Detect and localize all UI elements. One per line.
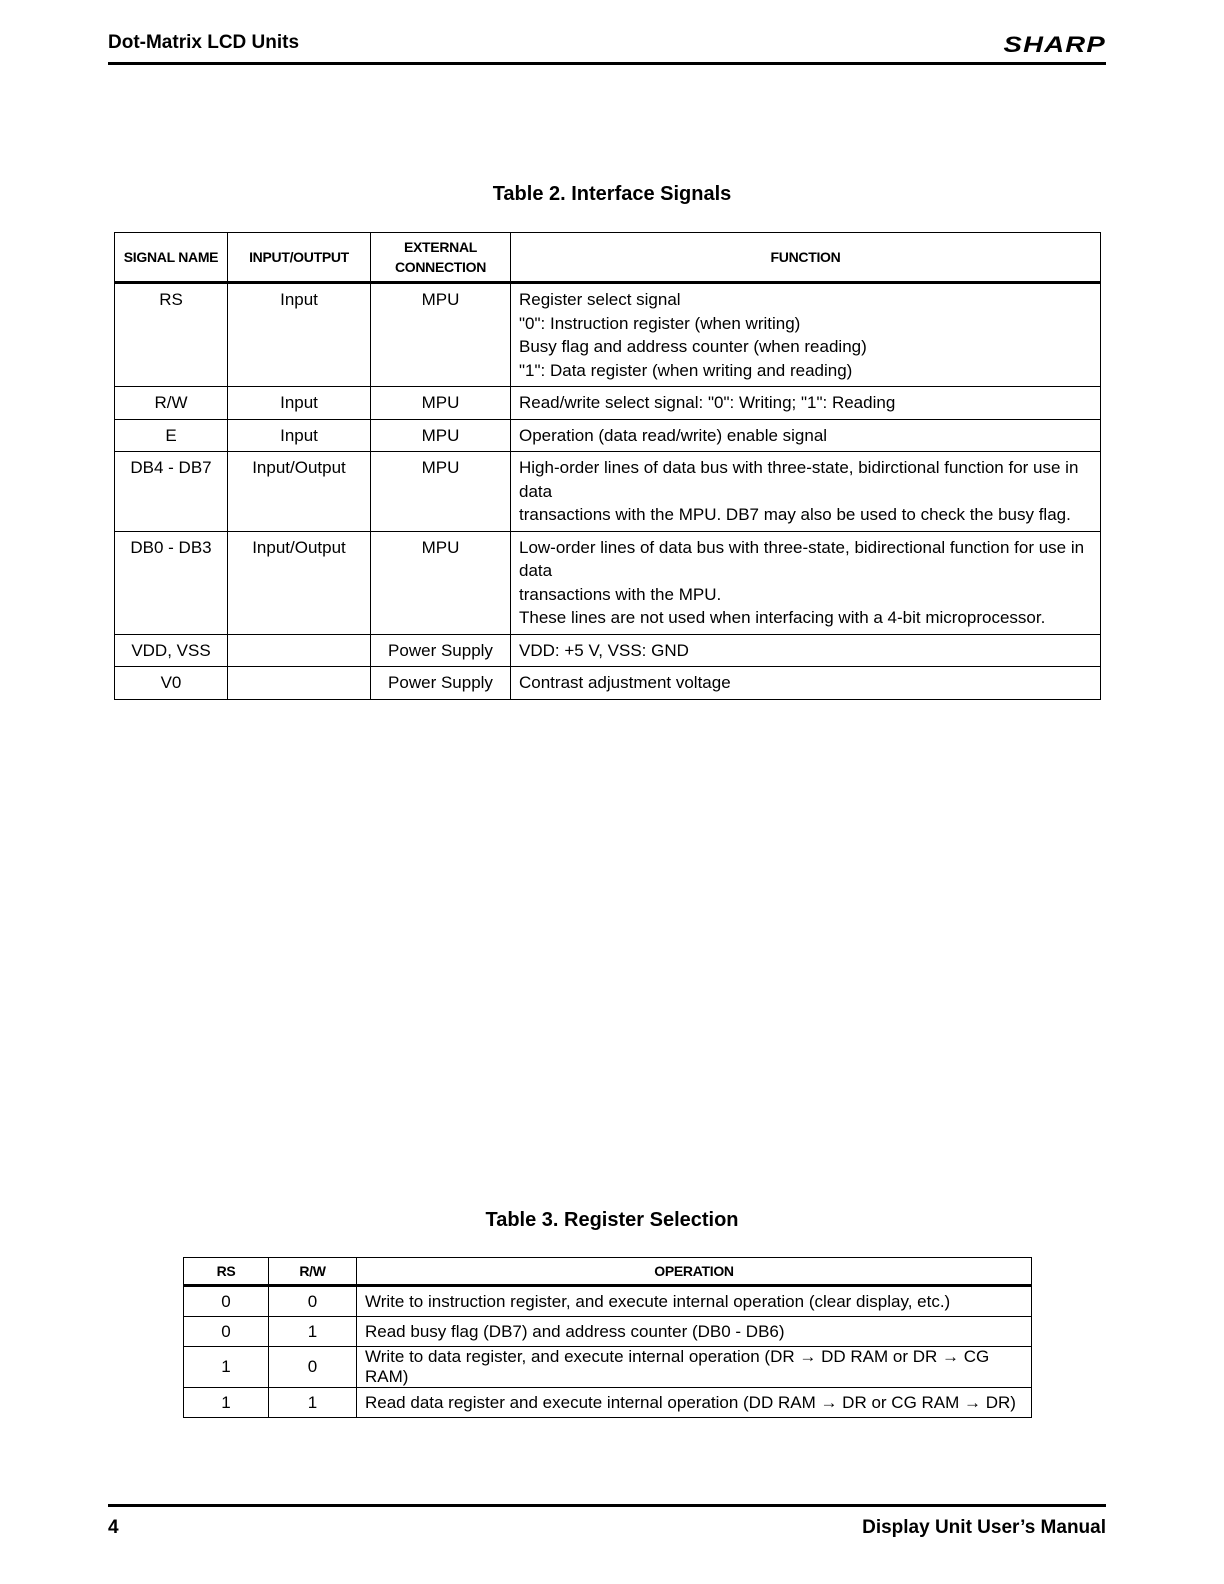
signal-name: V0 [115, 667, 228, 700]
table-row [115, 283, 1101, 387]
signal-name: DB0 - DB3 [115, 531, 228, 634]
col-header-input-output: INPUT/OUTPUT [228, 233, 371, 283]
manual-title: Display Unit User’s Manual [862, 1517, 1106, 1538]
operation: Read data register and execute internal operation (DD RAM → DR or CG RAM → DR) [357, 1388, 1032, 1418]
operation: Write to instruction register, and execute internal operation (clear display, etc.) [357, 1286, 1032, 1317]
rs-value: 0 [184, 1317, 269, 1347]
rs-value: 1 [184, 1388, 269, 1418]
table2-caption: Table 2. Interface Signals [492, 183, 732, 205]
signal-name: RS [115, 283, 228, 387]
external-connection: MPU [371, 531, 511, 634]
external-connection: Power Supply [371, 667, 511, 700]
header-title: Dot-Matrix LCD Units [108, 32, 300, 53]
table-row [115, 667, 1101, 700]
signal-name: R/W [115, 387, 228, 420]
col-header-rs: RS [184, 1258, 269, 1286]
signal-name: VDD, VSS [115, 634, 228, 667]
external-connection: MPU [371, 283, 511, 387]
table-row [184, 1388, 1032, 1418]
table-row [115, 634, 1101, 667]
function-description: Low-order lines of data bus with three-state, bidirectional function for use in data transactions with the MPU. These lines are not used when interfacing with a 4-bit microprocessor. [511, 531, 1101, 634]
function-description: High-order lines of data bus with three-state, bidirctional function for use in data transactions with the MPU. DB7 may also be used to check the busy flag. [511, 452, 1101, 532]
io-type: Input [228, 283, 371, 387]
rw-value: 1 [269, 1388, 357, 1418]
rs-value: 1 [184, 1347, 269, 1388]
col-header-operation: OPERATION [357, 1258, 1032, 1286]
external-connection: MPU [371, 452, 511, 532]
io-type [228, 667, 371, 700]
signal-name: DB4 - DB7 [115, 452, 228, 532]
io-type: Input/Output [228, 531, 371, 634]
col-header-rw: R/W [269, 1258, 357, 1286]
col-header-external-connection: EXTERNAL CONNECTION [371, 233, 511, 283]
table-row [184, 1317, 1032, 1347]
external-connection: MPU [371, 419, 511, 452]
table-row [115, 419, 1101, 452]
io-type: Input [228, 387, 371, 420]
table-row [115, 531, 1101, 634]
table-row [184, 1286, 1032, 1317]
operation: Read busy flag (DB7) and address counter (DB0 - DB6) [357, 1317, 1032, 1347]
external-connection: MPU [371, 387, 511, 420]
page-footer [108, 1504, 1106, 1547]
sharp-logo: SHARP [1003, 32, 1106, 57]
signal-name: E [115, 419, 228, 452]
page-number: 4 [108, 1517, 119, 1538]
operation: Write to data register, and execute internal operation (DR → DD RAM or DR → CG RAM) [357, 1347, 1032, 1388]
function-description: Read/write select signal: "0": Writing; "1": Reading [511, 387, 1101, 420]
register-selection-table [183, 1257, 1032, 1418]
io-type: Input [228, 419, 371, 452]
io-type: Input/Output [228, 452, 371, 532]
rw-value: 0 [269, 1286, 357, 1317]
rw-value: 0 [269, 1347, 357, 1388]
io-type [228, 634, 371, 667]
table-row [115, 387, 1101, 420]
external-connection: Power Supply [371, 634, 511, 667]
function-description: Contrast adjustment voltage [511, 667, 1101, 700]
table3-caption: Table 3. Register Selection [485, 1209, 739, 1231]
page-header [108, 28, 1106, 65]
col-header-signal-name: SIGNAL NAME [115, 233, 228, 283]
interface-signals-table [114, 232, 1101, 700]
table-row [115, 452, 1101, 532]
table-row [184, 1347, 1032, 1388]
rs-value: 0 [184, 1286, 269, 1317]
function-description: Register select signal "0": Instruction register (when writing) Busy flag and address counter (when reading) "1": Data register (when writing and reading) [511, 283, 1101, 387]
function-description: Operation (data read/write) enable signal [511, 419, 1101, 452]
col-header-function: FUNCTION [511, 233, 1101, 283]
rw-value: 1 [269, 1317, 357, 1347]
function-description: VDD: +5 V, VSS: GND [511, 634, 1101, 667]
